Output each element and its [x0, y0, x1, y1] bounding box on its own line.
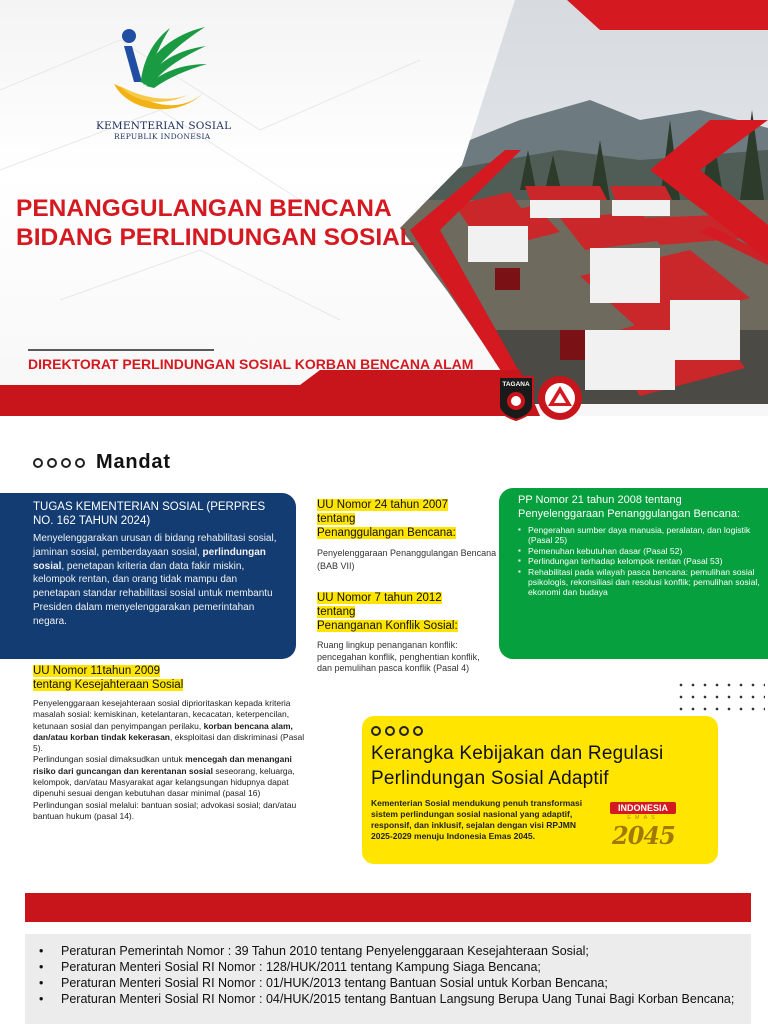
uu24-heading — [317, 498, 492, 540]
disaster-protection-badge-icon — [537, 375, 583, 421]
directorate-name: DIREKTORAT PERLINDUNGAN SOSIAL KORBAN BENCANA ALAM — [28, 356, 474, 372]
uu24-line2: tentang — [317, 513, 356, 525]
regulations-list — [39, 943, 751, 1007]
tugas-body-text-2: , penetapan kriteria dan data fakir miskin, kelompok rentan, dan orang tidak mampu dan penetapan standar rehabilitasi sosial untuk membantu Presiden dalam menyelenggarakan pemerintahan negara. — [33, 560, 273, 627]
uu11-bold: korban bencana alam, dan/atau korban tindak kekerasan — [33, 720, 293, 742]
tugas-body-text: Menyelenggarakan urusan di bidang rehabilitasi sosial, jaminan sosial, pemberdayaan sosial, — [33, 533, 277, 558]
uu7-body: Ruang lingkup penanganan konflik: pencegahan konflik, penghentian konflik, dan pemulihan pasca konflik (Pasal 4) — [317, 640, 480, 673]
uu11-text: , eksploitasi dan diskriminasi (Pasal 5). — [33, 731, 305, 754]
section-banner — [25, 893, 751, 922]
uu11-text: Penyelenggaraan kesejahteraan sosial diprioritaskan kepada kriteria masalah sosial: kemiskinan, ketelantaran, kecacatan, keterpencilan, ketunaan sosial dan penyimpangan perilaku, — [33, 698, 291, 731]
kerangka-body: Kementerian Sosial mendukung penuh transformasi sistem perlindungan sosial nasional yang adaptif, responsif, dan inklusif, sejalan dengan visi RPJMN 2025-2029 menuju Indonesia Emas 2045. — [371, 798, 583, 841]
list-item: ▪ Perlindungan terhadap kelompok rentan (Pasal 53) — [518, 556, 760, 566]
ministry-name: KEMENTERIAN SOSIAL — [96, 120, 232, 132]
decorative-dots — [33, 458, 85, 468]
regulations-box — [25, 934, 751, 1024]
divider — [28, 349, 214, 351]
ministry-logo — [96, 22, 232, 141]
list-item: • Peraturan Menteri Sosial RI Nomor : 01/HUK/2013 tentang Bantuan Sosial untuk Korban Bencana; — [39, 975, 741, 991]
list-item: • Peraturan Menteri Sosial RI Nomor : 04/HUK/2015 tentang Bantuan Langsung Berupa Uang Tunai Bagi Korban Bencana; — [39, 991, 741, 1007]
uu7-line1: UU Nomor 7 tahun 2012 — [317, 592, 442, 604]
list-item: • Peraturan Pemerintah Nomor : 39 Tahun 2010 tentang Penyelenggaraan Kesejahteraan Sosial; — [39, 943, 741, 959]
kerangka-card — [362, 716, 718, 864]
tagana-badge-icon — [497, 375, 535, 421]
uu11-body — [33, 698, 313, 822]
uu24-line1: UU Nomor 24 tahun 2007 — [317, 499, 449, 511]
pp21-title: PP Nomor 21 tahun 2008 tentang Penyelenggaraan Penanggulangan Bencana: — [518, 494, 741, 520]
tugas-body — [33, 532, 286, 629]
decorative-dots — [371, 726, 423, 736]
emas-badge-mid: EMAS — [627, 815, 659, 821]
uu11-bold: mencegah dan menangani risiko dari guncangan dan kerentanan sosial — [33, 754, 292, 776]
hero-banner — [0, 0, 768, 432]
list-item: ▪ Pengerahan sumber daya manusia, peralatan, dan logistik (Pasal 25) — [518, 525, 760, 546]
tugas-kemensos-card — [0, 493, 296, 659]
uu11-line2: tentang Kesejahteraan Sosial — [33, 679, 184, 691]
page-title-line1: PENANGGULANGAN BENCANA — [16, 195, 392, 222]
page-title-line2: BIDANG PERLINDUNGAN SOSIAL — [16, 224, 415, 251]
tugas-body-bold: perlindungan sosial — [33, 546, 266, 572]
uu7-heading — [317, 591, 492, 633]
decorative-dot-grid — [675, 679, 765, 713]
uu7-line2: tentang — [317, 606, 356, 618]
section-title-mandat: Mandat — [96, 451, 171, 473]
uu11-text: Perlindungan sosial melalui: bantuan sosial; advokasi sosial; dan/atau bantuan hukum (pasal 14). — [33, 799, 297, 821]
uu24-body: Penyelenggaraan Penanggulangan Bencana (BAB VII) — [317, 548, 497, 571]
emas-badge-top: INDONESIA — [610, 802, 676, 814]
uu11-heading — [33, 664, 233, 692]
page-title — [16, 194, 436, 252]
uu11-text: seseorang, keluarga, kelompok, dan/atau Masyarakat agar kelangsungan hidupnya dapat dipenuhi sesuai dengan kebutuhan dasar minimal (pasal 16) — [33, 765, 295, 799]
uu7-line3: Penanganan Konflik Sosial: — [317, 620, 458, 632]
ministry-subtitle: REPUBLIK INDONESIA — [114, 132, 211, 141]
uu11-text: Perlindungan sosial dimaksudkan untuk — [33, 754, 186, 765]
list-item: ▪ Rehabilitasi pada wilayah pasca bencana: pemulihan sosial psikologis, rekonsiliasi dan resolusi konflik; pemulihan sosial, ekonomi dan budaya — [518, 567, 760, 598]
uu11-line1: UU Nomor 11tahun 2009 — [33, 665, 160, 677]
kerangka-title: Kerangka Kebijakan dan Regulasi Perlindungan Sosial Adaptif — [371, 743, 664, 789]
tugas-title: TUGAS KEMENTERIAN SOSIAL (PERPRES NO. 162 TAHUN 2024) — [33, 501, 266, 527]
pp21-list — [518, 525, 760, 598]
uu24-line3: Penanggulangan Bencana: — [317, 527, 456, 539]
list-item: ▪ Pemenuhan kebutuhan dasar (Pasal 52) — [518, 546, 760, 556]
badge-label: TAGANA — [502, 381, 530, 388]
kemensos-emblem-icon — [110, 22, 210, 118]
indonesia-emas-2045-logo — [602, 802, 692, 858]
list-item: • Peraturan Menteri Sosial RI Nomor : 128/HUK/2011 tentang Kampung Siaga Bencana; — [39, 959, 741, 975]
emas-badge-year: 2045 — [612, 821, 675, 850]
pp21-card — [499, 488, 768, 659]
